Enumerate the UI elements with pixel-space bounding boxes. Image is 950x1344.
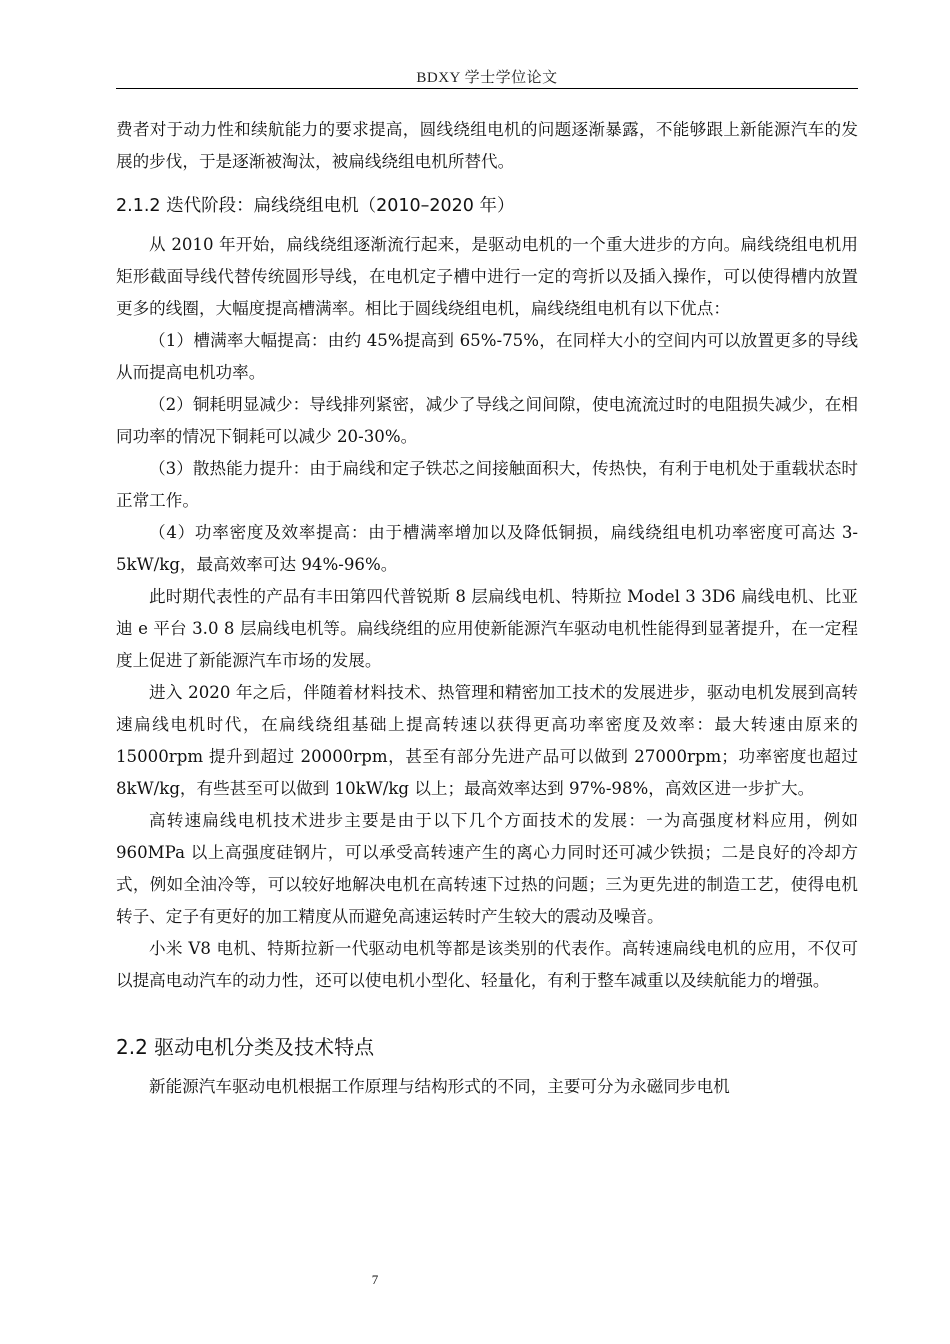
section-heading-2-2: 2.2 驱动电机分类及技术特点 bbox=[116, 1035, 375, 1059]
paragraph: 高转速扁线电机技术进步主要是由于以下几个方面技术的发展：一为高强度材料应用，例如 960MPa 以上高强度硅钢片，可以承受高转速产生的离心力同时还可减少铁损；二是良好的冷却方式，例如全油冷等，可以较好地解决电机在高转速下过热的问题；三为更先进的制造工艺，使得电机转子、定子有更好的加工精度从而避免高速运转时产生较大的震动及噪音。 bbox=[116, 811, 858, 926]
header-divider bbox=[116, 88, 858, 89]
list-item-advantage-3: （3）散热能力提升：由于扁线和定子铁芯之间接触面积大，传热快，有利于电机处于重载状态时正常工作。 bbox=[116, 459, 858, 510]
page-number: 7 bbox=[371, 1272, 379, 1287]
list-item-advantage-4: （4）功率密度及效率提高：由于槽满率增加以及降低铜损，扁线绕组电机功率密度可高达 3-5kW/kg，最高效率可达 94%-96%。 bbox=[116, 523, 858, 574]
page-body bbox=[116, 114, 858, 1103]
paragraph: 进入 2020 年之后，伴随着材料技术、热管理和精密加工技术的发展进步，驱动电机发展到高转速扁线电机时代，在扁线绕组基础上提高转速以获得更高功率密度及效率：最大转速由原来的 15000rpm 提升到超过 20000rpm，甚至有部分先进产品可以做到 27000rpm；功率密度也超过 8kW/kg，有些甚至可以做到 10kW/kg 以上；最高效率达到 97%-98%，高效区进一步扩大。 bbox=[116, 683, 858, 798]
paragraph: 新能源汽车驱动电机根据工作原理与结构形式的不同，主要可分为永磁同步电机 bbox=[149, 1077, 730, 1096]
list-item-advantage-2: （2）铜耗明显减少：导线排列紧密，减少了导线之间间隙，使电流流过时的电阻损失减少，在相同功率的情况下铜耗可以减少 20-30%。 bbox=[116, 395, 858, 446]
paragraph: 小米 V8 电机、特斯拉新一代驱动电机等都是该类别的代表作。高转速扁线电机的应用，不仅可以提高电动汽车的动力性，还可以使电机小型化、轻量化，有利于整车减重以及续航能力的增强。 bbox=[116, 939, 858, 990]
paragraph: 从 2010 年开始，扁线绕组逐渐流行起来，是驱动电机的一个重大进步的方向。扁线绕组电机用矩形截面导线代替传统圆形导线，在电机定子槽中进行一定的弯折以及插入操作，可以使得槽内放置更多的线圈，大幅度提高槽满率。相比于圆线绕组电机，扁线绕组电机有以下优点： bbox=[116, 235, 858, 318]
list-item-advantage-1: （1）槽满率大幅提高：由约 45%提高到 65%-75%，在同样大小的空间内可以放置更多的导线从而提高电机功率。 bbox=[116, 331, 858, 382]
paragraph-continued: 费者对于动力性和续航能力的要求提高，圆线绕组电机的问题逐渐暴露，不能够跟上新能源汽车的发展的步伐，于是逐渐被淘汰，被扁线绕组电机所替代。 bbox=[116, 120, 858, 171]
paragraph: 此时期代表性的产品有丰田第四代普锐斯 8 层扁线电机、特斯拉 Model 3 3D6 扁线电机、比亚迪 e 平台 3.0 8 层扁线电机等。扁线绕组的应用使新能源汽车驱动电机性能得到显著提升，在一定程度上促进了新能源汽车市场的发展。 bbox=[116, 587, 858, 670]
running-header: BDXY 学士学位论文 bbox=[416, 70, 558, 86]
section-heading-2-1-2: 2.1.2 迭代阶段：扁线绕组电机（2010–2020 年） bbox=[116, 196, 515, 216]
